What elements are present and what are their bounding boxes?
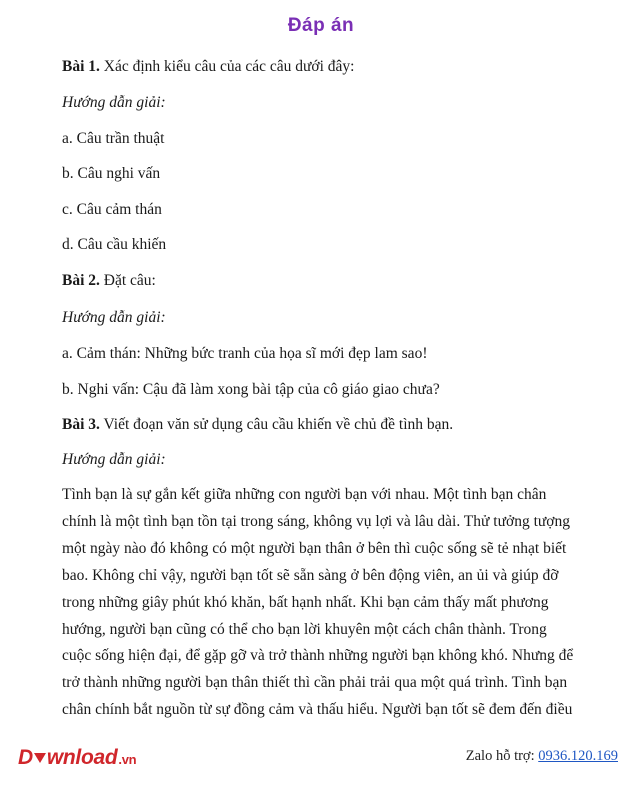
paragraph-line: trong những giây phút khó khăn, bất hạnh nhất. Khi bạn cảm thấy mất phương xyxy=(62,593,549,611)
exercise-3-heading xyxy=(62,416,453,434)
paragraph-line: trở thành những người bạn thân thiết thì cần phải trải qua một quá trình. Tình bạn xyxy=(62,674,568,692)
paragraph-line: Tình bạn là sự gắn kết giữa những con người bạn với nhau. Một tình bạn chân xyxy=(62,486,547,503)
exercise-2-heading xyxy=(62,272,156,290)
answer-1b: b. Câu nghi vấn xyxy=(62,165,161,182)
support-info xyxy=(466,748,618,765)
support-phone-link[interactable]: 0936.120.169 xyxy=(538,748,618,764)
paragraph-line: chân chính bắt nguồn từ sự đồng cảm và thấu hiểu. Người bạn tốt sẽ đem đến điều xyxy=(62,701,573,719)
download-arrow-icon xyxy=(34,753,46,763)
exercise-2-label: Bài 2. xyxy=(62,272,100,289)
paragraph-line: bao. Không chỉ vậy, người bạn tốt sẽ sẵn sàng ở bên động viên, an ủi và giúp đỡ xyxy=(62,566,559,584)
answer-2a: a. Cảm thán: Những bức tranh của họa sĩ mới đẹp lam sao! xyxy=(62,345,428,362)
answer-1a: a. Câu trần thuật xyxy=(62,130,165,147)
answer-2b: b. Nghi vấn: Cậu đã làm xong bài tập của cô giáo giao chưa? xyxy=(62,381,440,398)
support-label: Zalo hỗ trợ: xyxy=(465,748,539,764)
exercise-2-text: Đặt câu: xyxy=(99,272,156,289)
exercise-1-heading xyxy=(62,58,354,76)
exercise-3-label: Bài 3. xyxy=(62,416,100,433)
guide-label-2: Hướng dẫn giải: xyxy=(62,309,166,326)
answer-1c: c. Câu cảm thán xyxy=(62,201,162,218)
footer xyxy=(0,740,642,780)
guide-label-1: Hướng dẫn giải: xyxy=(62,94,166,111)
guide-label-3: Hướng dẫn giải: xyxy=(62,451,166,468)
page-title: Đáp án xyxy=(287,15,355,36)
logo-text-end: wnload xyxy=(46,746,118,769)
paragraph-line: hướng, người bạn cũng có thể cho bạn lời khuyên một cách chân thành. Trong xyxy=(62,620,547,638)
exercise-3-paragraph xyxy=(62,482,590,724)
exercise-3-text: Viết đoạn văn sử dụng câu cầu khiến về chủ đề tình bạn. xyxy=(99,416,454,433)
paragraph-line: chính là một tình bạn tồn tại trong sáng, không vụ lợi và lâu dài. Thử tưởng tượng xyxy=(62,512,570,530)
logo-suffix: .vn xyxy=(118,752,137,767)
paragraph-line: một ngày nào đó không có một người bạn thân ở bên thì cuộc sống sẽ tẻ nhạt biết xyxy=(62,539,567,557)
answer-1d: d. Câu cầu khiến xyxy=(62,236,167,253)
exercise-1-label: Bài 1. xyxy=(62,58,100,75)
exercise-1-text: Xác định kiểu câu của các câu dưới đây: xyxy=(99,58,355,75)
download-logo[interactable] xyxy=(18,746,136,770)
paragraph-line: cuộc sống hiện đại, để gặp gỡ và trở thành những người bạn không khó. Nhưng để xyxy=(62,647,574,665)
logo-text-start: D xyxy=(18,746,33,769)
